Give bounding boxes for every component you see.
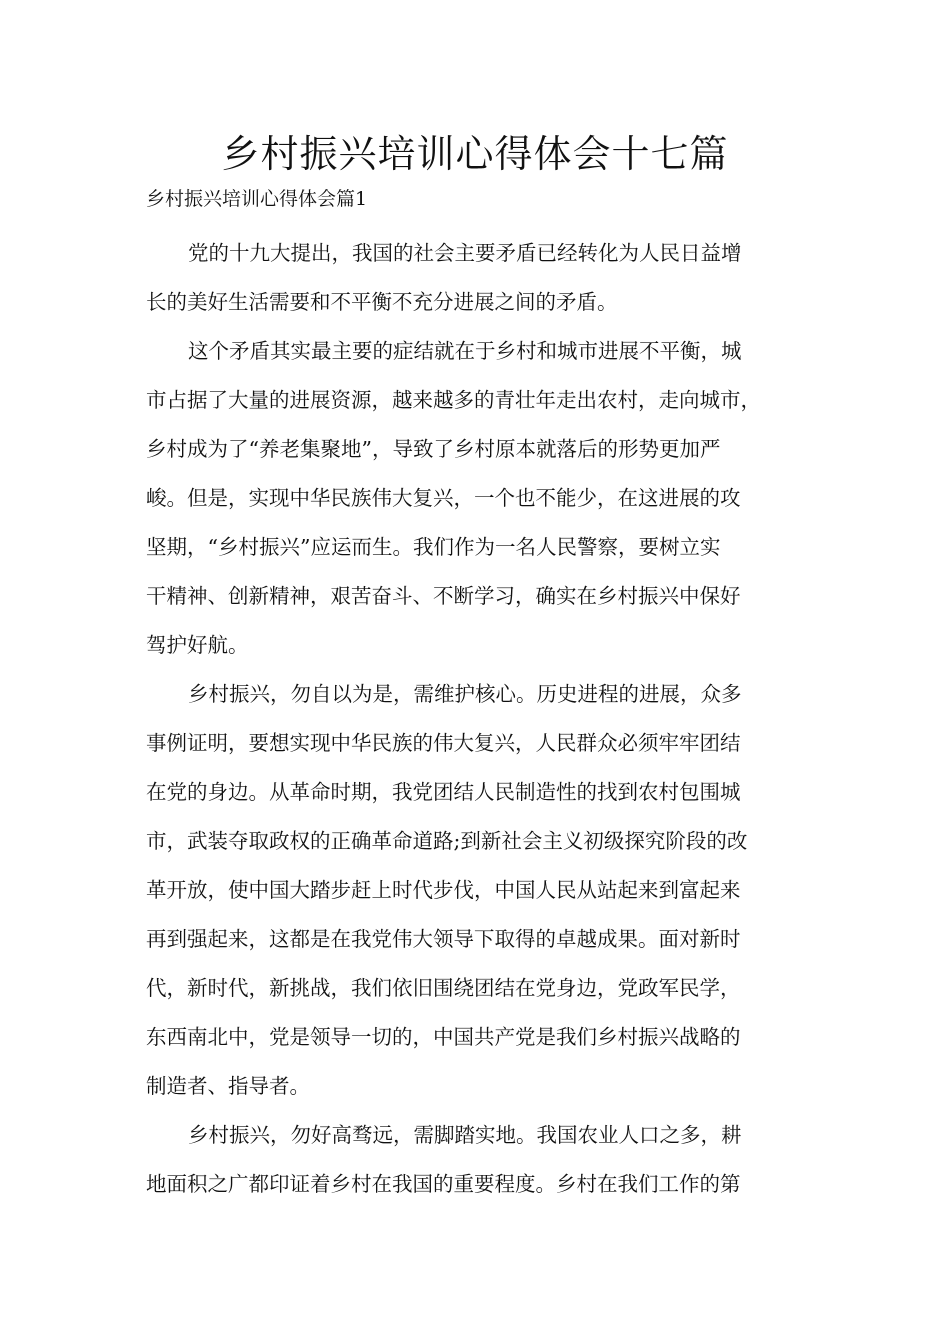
paragraph [146,1111,806,1209]
text-line: 乡村振兴，勿自以为是，需维护核心。历史进程的进展，众多 [188,682,742,706]
text-line: 乡村振兴，勿好高骛远，需脚踏实地。我国农业人口之多，耕 [188,1123,742,1147]
text-line: 市，武装夺取政权的正确革命道路;到新社会主义初级探究阶段的改 [146,829,748,853]
paragraph [146,229,806,327]
text-line: 党的十九大提出，我国的社会主要矛盾已经转化为人民日益增 [188,241,742,265]
text-line: 地面积之广都印证着乡村在我国的重要程度。乡村在我们工作的第 [146,1172,741,1196]
text-line: 坚期，“乡村振兴”应运而生。我们作为一名人民警察，要树立实 [146,535,721,559]
text-line: 干精神、创新精神，艰苦奋斗、不断学习，确实在乡村振兴中保好 [146,584,741,608]
text-line: 长的美好生活需要和不平衡不充分进展之间的矛盾。 [146,290,618,314]
document-title: 乡村振兴培训心得体会十七篇 [221,132,729,176]
text-line: 制造者、指导者。 [146,1074,310,1098]
text-line: 乡村成为了“养老集聚地”，导致了乡村原本就落后的形势更加严 [146,437,721,461]
document-body [146,229,806,1209]
text-line: 市占据了大量的进展资源，越来越多的青壮年走出农村，走向城市， [146,388,761,412]
paragraph [146,327,806,670]
text-line: 这个矛盾其实最主要的症结就在于乡村和城市进展不平衡，城 [188,339,742,363]
text-line: 革开放，使中国大踏步赶上时代步伐，中国人民从站起来到富起来 [146,878,741,902]
text-line: 东西南北中，党是领导一切的，中国共产党是我们乡村振兴战略的 [146,1025,741,1049]
paragraph [146,670,806,1111]
text-line: 再到强起来，这都是在我党伟大领导下取得的卓越成果。面对新时 [146,927,741,951]
text-line: 在党的身边。从革命时期，我党团结人民制造性的找到农村包围城 [146,780,741,804]
text-line: 事例证明，要想实现中华民族的伟大复兴，人民群众必须牢牢团结 [146,731,741,755]
text-line: 代，新时代，新挑战，我们依旧围绕团结在党身边，党政军民学， [146,976,741,1000]
text-line: 峻。但是，实现中华民族伟大复兴，一个也不能少，在这进展的攻 [146,486,741,510]
text-line: 驾护好航。 [146,633,249,657]
section-heading: 乡村振兴培训心得体会篇1 [146,188,368,210]
